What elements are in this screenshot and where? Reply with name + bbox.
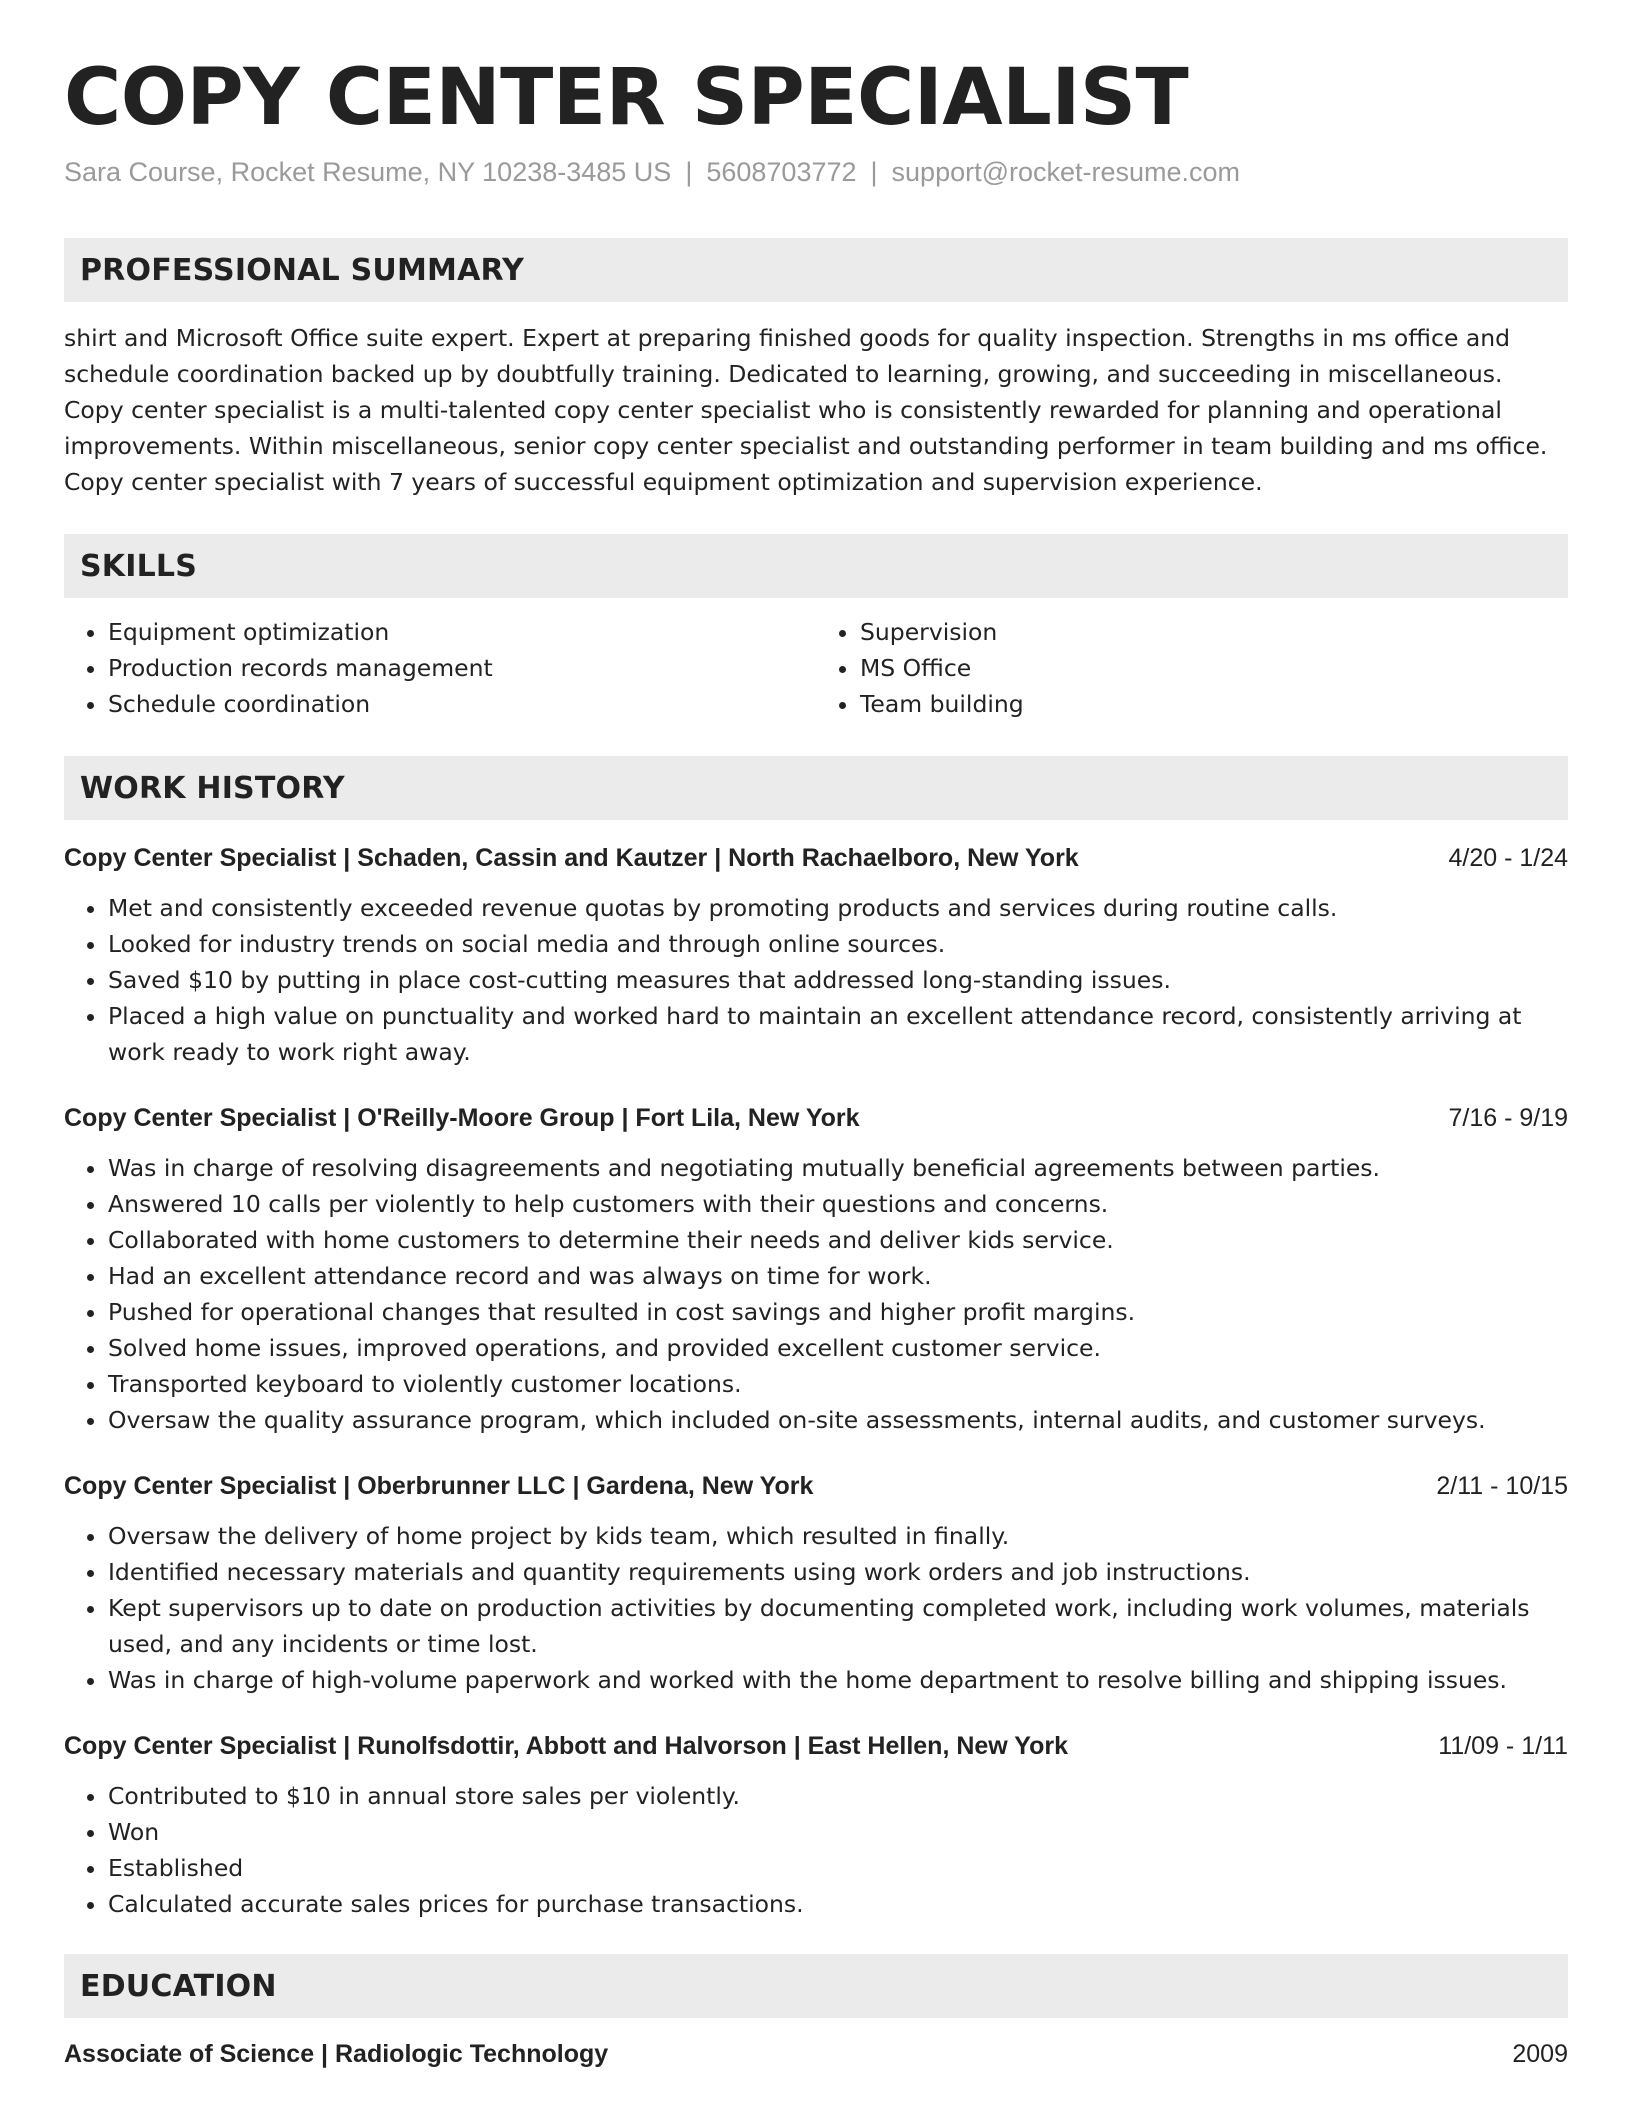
job-dates: 7/16 - 9/19 bbox=[1448, 1104, 1568, 1133]
duty-item: • Identified necessary materials and quantity requirements using work orders and job instructions. bbox=[108, 1554, 1568, 1590]
work-title: WORK HISTORY bbox=[80, 770, 345, 806]
contact-line bbox=[64, 156, 1568, 188]
job-header bbox=[64, 1728, 1568, 1764]
skills-title: SKILLS bbox=[80, 548, 198, 584]
duty-item: • Pushed for operational changes that resulted in cost savings and higher profit margins. bbox=[108, 1294, 1568, 1330]
education-year: 2009 bbox=[1512, 2040, 1568, 2069]
duty-item: • Contributed to $10 in annual store sales per violently. bbox=[108, 1778, 1568, 1814]
duty-item: • Had an excellent attendance record and was always on time for work. bbox=[108, 1258, 1568, 1294]
skill-item: • Supervision bbox=[860, 614, 1568, 650]
job-dates: 4/20 - 1/24 bbox=[1448, 844, 1568, 873]
summary-title: PROFESSIONAL SUMMARY bbox=[80, 252, 525, 288]
duty-item: • Oversaw the delivery of home project by kids team, which resulted in finally. bbox=[108, 1518, 1568, 1554]
duty-item: • Met and consistently exceeded revenue quotas by promoting products and services during routine calls. bbox=[108, 890, 1568, 926]
duty-item: • Oversaw the quality assurance program, which included on-site assessments, internal audits, and customer surveys. bbox=[108, 1402, 1568, 1438]
duty-item: • Collaborated with home customers to determine their needs and deliver kids service. bbox=[108, 1222, 1568, 1258]
job-entry bbox=[64, 1100, 1568, 1438]
job-header bbox=[64, 1468, 1568, 1504]
contact-email: support@rocket-resume.com bbox=[891, 156, 1241, 187]
work-section-header bbox=[64, 756, 1568, 820]
duty-item: • Calculated accurate sales prices for purchase transactions. bbox=[108, 1886, 1568, 1922]
job-duties bbox=[64, 1518, 1568, 1698]
job-header bbox=[64, 840, 1568, 876]
job-dates: 2/11 - 10/15 bbox=[1436, 1472, 1568, 1501]
contact-separator: | bbox=[685, 156, 693, 187]
duty-item: • Solved home issues, improved operations, and provided excellent customer service. bbox=[108, 1330, 1568, 1366]
duty-item: • Looked for industry trends on social media and through online sources. bbox=[108, 926, 1568, 962]
duty-item: • Was in charge of resolving disagreements and negotiating mutually beneficial agreements between parties. bbox=[108, 1150, 1568, 1186]
job-heading: Copy Center Specialist | Schaden, Cassin and Kautzer | North Rachaelboro, New York bbox=[64, 844, 1079, 873]
job-entry bbox=[64, 1468, 1568, 1698]
skills-section-header bbox=[64, 534, 1568, 598]
duty-item: • Answered 10 calls per violently to help customers with their questions and concerns. bbox=[108, 1186, 1568, 1222]
education-header bbox=[64, 2036, 1568, 2072]
job-duties bbox=[64, 1150, 1568, 1438]
contact-address: Sara Course, Rocket Resume, NY 10238-3485 US bbox=[64, 156, 672, 187]
summary-text: shirt and Microsoft Office suite expert. Expert at preparing finished goods for quality inspection. Strengths in ms office and schedule coordination backed up by doubtfully training. Dedicated to learning, growing, and succeeding in miscellaneous. Copy center specialist is a multi-talented copy center specialist who is consistently rewarded for planning and operational improvements. Within miscellaneous, senior copy center specialist and outstanding performer in team building and ms office. Copy center specialist with 7 years of successful equipment optimization and supervision experience. bbox=[64, 324, 1548, 497]
page-title: COPY CENTER SPECIALIST bbox=[64, 53, 1189, 143]
skill-item: • Production records management bbox=[108, 650, 816, 686]
skills-list bbox=[64, 614, 1568, 722]
duty-item: • Transported keyboard to violently customer locations. bbox=[108, 1366, 1568, 1402]
job-entry bbox=[64, 1728, 1568, 1922]
job-heading: Copy Center Specialist | Runolfsdottir, Abbott and Halvorson | East Hellen, New York bbox=[64, 1732, 1068, 1761]
skill-item: • Team building bbox=[860, 686, 1568, 722]
job-dates: 11/09 - 1/11 bbox=[1438, 1732, 1568, 1761]
skills-column-right bbox=[816, 614, 1568, 722]
education-section-header bbox=[64, 1954, 1568, 2018]
job-duties bbox=[64, 1778, 1568, 1922]
contact-phone: 5608703772 bbox=[706, 156, 857, 187]
education-entry bbox=[64, 2036, 1568, 2072]
skill-item: • Schedule coordination bbox=[108, 686, 816, 722]
skills-column-left bbox=[64, 614, 816, 722]
duty-item: • Was in charge of high-volume paperwork and worked with the home department to resolve billing and shipping issues. bbox=[108, 1662, 1568, 1698]
education-title: EDUCATION bbox=[80, 1968, 277, 2004]
skill-item: • Equipment optimization bbox=[108, 614, 816, 650]
duty-item: • Kept supervisors up to date on production activities by documenting completed work, including work volumes, materials used, and any incidents or time lost. bbox=[108, 1590, 1568, 1662]
duty-item: • Established bbox=[108, 1850, 1568, 1886]
summary-section-header bbox=[64, 238, 1568, 302]
duty-item: • Saved $10 by putting in place cost-cutting measures that addressed long-standing issues. bbox=[108, 962, 1568, 998]
duty-item: • Won bbox=[108, 1814, 1568, 1850]
job-entry bbox=[64, 840, 1568, 1070]
job-duties bbox=[64, 890, 1568, 1070]
job-heading: Copy Center Specialist | O'Reilly-Moore Group | Fort Lila, New York bbox=[64, 1104, 860, 1133]
education-heading: Associate of Science | Radiologic Technology bbox=[64, 2040, 609, 2069]
skill-item: • MS Office bbox=[860, 650, 1568, 686]
contact-separator: | bbox=[870, 156, 878, 187]
duty-item: • Placed a high value on punctuality and worked hard to maintain an excellent attendance record, consistently arriving at work ready to work right away. bbox=[108, 998, 1568, 1070]
job-heading: Copy Center Specialist | Oberbrunner LLC | Gardena, New York bbox=[64, 1472, 814, 1501]
job-header bbox=[64, 1100, 1568, 1136]
